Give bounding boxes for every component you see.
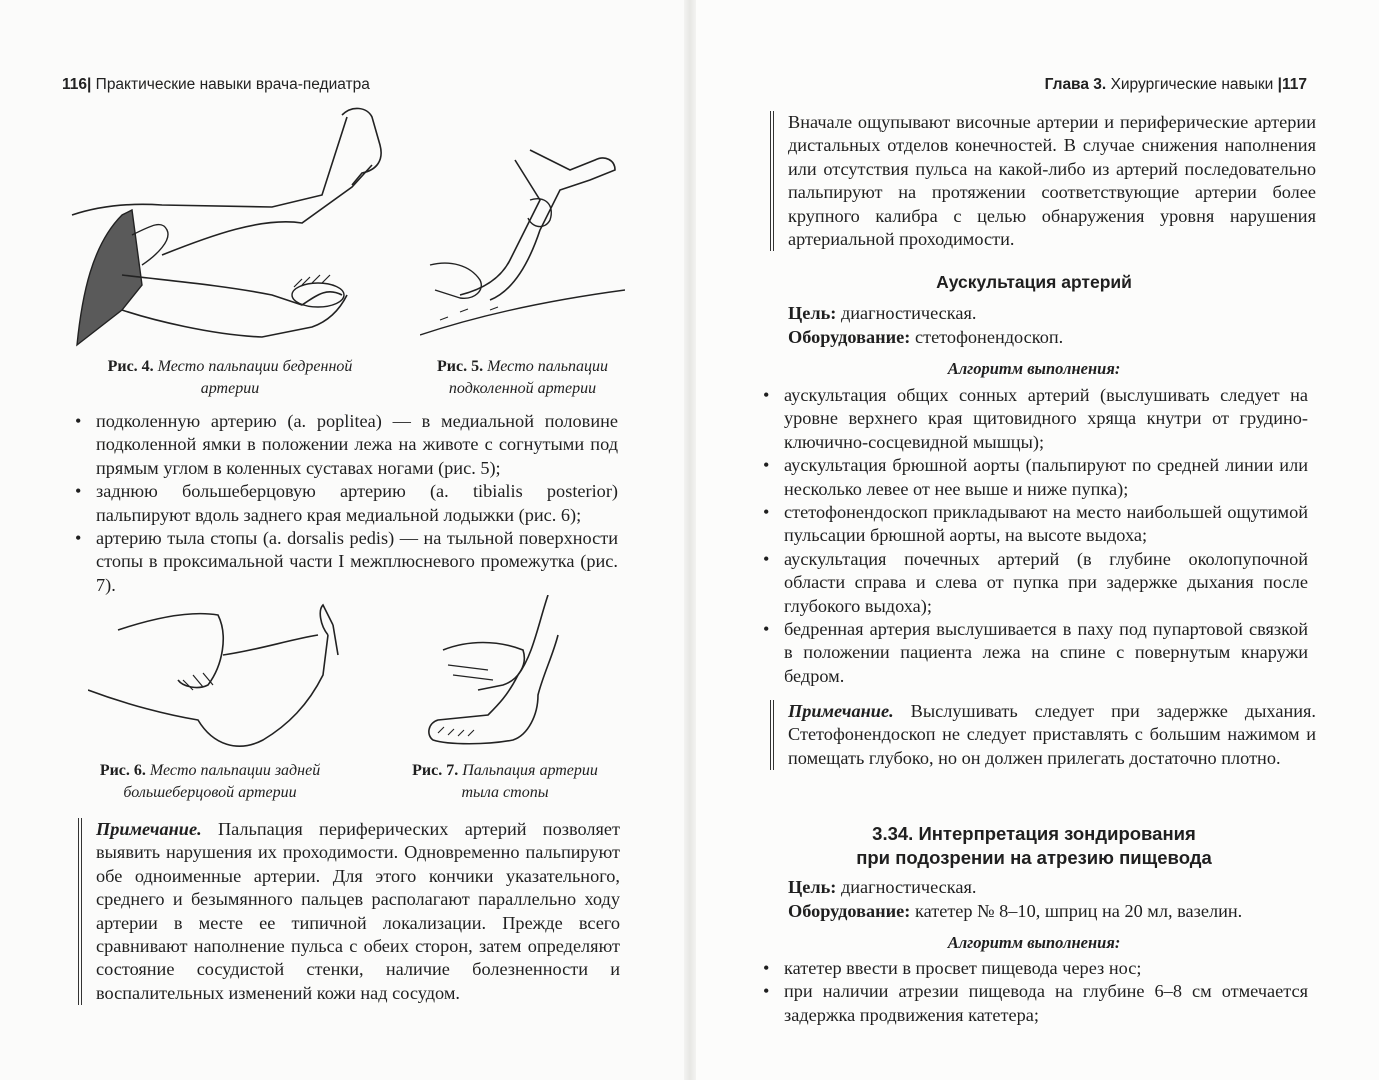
list-item: • артерию тыла стопы (a. dorsalis pedis) — на тыльной поверхности стопы в проксимальной части I межплюсневого промежутка (рис. 7). xyxy=(72,527,618,597)
section1-equipment: Оборудование: стетофонендоскоп. xyxy=(788,327,1064,347)
left-note-text: Пальпация периферических артерий позволяет выявить нарушения их проходимости. Одновременно пальпируют обе одноименные артерии. Для этого кончики указательного, среднего и безымянного пальцев располагают параллельно ходу артерии в месте ее типичной локализации. Прежде всего сравнивают наполнение пульса с обеих сторон, затем определяют состояние сосудистой стенки, наличие болезненности и воспалительных изменений кожи над сосудом. xyxy=(96,819,620,1003)
left-bullet-list xyxy=(72,410,618,597)
fig4-caption: Рис. 4. Место пальпации бедренной артерии xyxy=(107,358,353,397)
section2-bullet-list xyxy=(760,957,1308,1027)
list-item: • аускультация брюшной аорты (пальпируют по средней линии или несколько левее от нее выше и ниже пупка); xyxy=(760,454,1308,501)
left-page-number: 116 xyxy=(62,76,88,93)
left-running-title: Практические навыки врача-педиатра xyxy=(95,76,370,93)
left-running-head: 116| Практические навыки врача-педиатра xyxy=(62,76,370,93)
left-note-label: Примечание. xyxy=(96,819,202,839)
book-gutter xyxy=(684,0,696,1080)
fig5-leg-illustration xyxy=(420,140,625,340)
list-item: • заднюю большеберцовую артерию (a. tibialis posterior) пальпируют вдоль заднего края медиальной лодыжки (рис. 6); xyxy=(72,480,618,527)
section1-bullet-list xyxy=(760,384,1308,688)
fig6-caption: Рис. 6. Место пальпации задней большеберцовой артерии xyxy=(99,762,321,801)
list-item: • аускультация общих сонных артерий (выслушивать следует на уровне верхнего края щитовидного хряща кнутри от грудино-ключично-сосцевидной мышцы); xyxy=(760,384,1308,454)
section-title-esophagus: 3.34. Интерпретация зондирования при подозрении на атрезию пищевода xyxy=(856,823,1212,868)
right-note xyxy=(770,700,1316,770)
list-item: • подколенную артерию (a. poplitea) — в медиальной половине подколенной ямки в положении лежа на животе с согнутыми под прямым углом в коленных суставах ногами (рис. 5); xyxy=(72,410,618,480)
list-item: • катетер ввести в просвет пищевода через нос; xyxy=(760,957,1308,980)
section2-equipment: Оборудование: катетер № 8–10, шприц на 20 мл, вазелин. xyxy=(788,901,1243,921)
left-note xyxy=(78,818,620,1005)
section2-goal: Цель: диагностическая. xyxy=(788,877,977,897)
chapter-title: Хирургические навыки xyxy=(1110,76,1274,93)
fig7-caption: Рис. 7. Пальпация артерии тыла стопы xyxy=(412,762,598,801)
right-note-label: Примечание. xyxy=(788,701,894,721)
section1-goal: Цель: диагностическая. xyxy=(788,303,977,323)
right-running-head: Глава 3. Хирургические навыки |117 xyxy=(1044,76,1307,93)
right-page-number: 117 xyxy=(1281,76,1307,93)
section-title-auscultation: Аускультация артерий xyxy=(936,272,1132,292)
chapter-label: Глава 3. xyxy=(1044,76,1107,93)
section2-algorithm-title: Алгоритм выполнения: xyxy=(947,933,1121,952)
section1-algorithm-title: Алгоритм выполнения: xyxy=(947,359,1121,378)
fig6-ankle-illustration xyxy=(88,595,348,755)
fig7-foot-illustration xyxy=(418,595,598,755)
list-item: • бедренная артерия выслушивается в паху под пупартовой связкой в положении пациента лежа на спине с повернутым кнаружи бедром. xyxy=(760,618,1308,688)
list-item: • стетофонендоскоп прикладывают на место наибольшей ощутимой пульсации брюшной аорты, на высоте выдоха; xyxy=(760,501,1308,548)
right-note-text: Выслушивать следует при задержке дыхания. Стетофонендоскоп не следует приставлять с большим нажимом и помещать глубоко, но он должен прилегать достаточно плотно. xyxy=(788,701,1316,768)
right-intro: Вначале ощупывают височные артерии и периферические артерии дистальных отделов конечностей. В случае снижения наполнения или отсутствия пульса на какой-либо из артерий последовательно пальпируют на протяжении соответствующие артерии более крупного калибра с целью обнаружения уровня нарушения артериальной проходимости. xyxy=(770,111,1316,251)
list-item: • аускультация почечных артерий (в глубине околопупочной области справа и слева от пупка при задержке дыхания после глубокого выдоха); xyxy=(760,548,1308,618)
fig5-caption: Рис. 5. Место пальпации подколенной артерии xyxy=(437,358,608,397)
list-item: • при наличии атрезии пищевода на глубине 6–8 см отмечается задержка продвижения катетера; xyxy=(760,980,1308,1027)
fig4-leg-illustration xyxy=(62,105,402,350)
